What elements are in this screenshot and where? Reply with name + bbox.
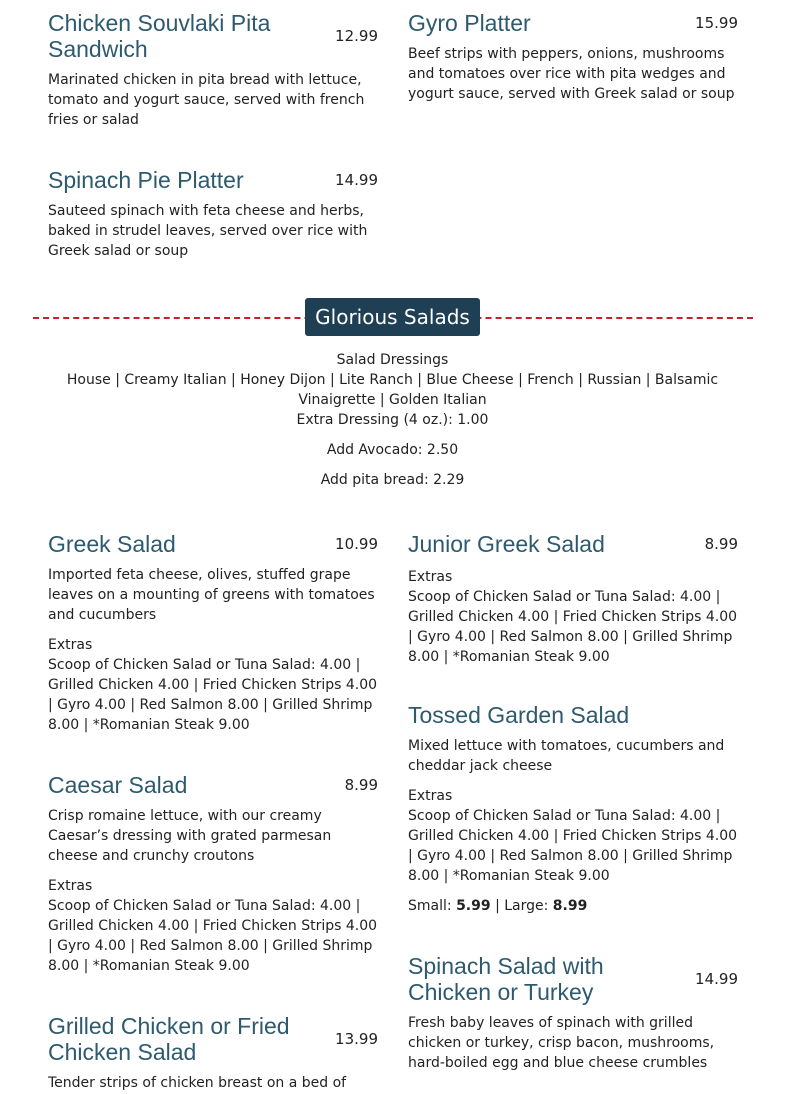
extras-label: Extras xyxy=(408,788,453,804)
extras-text: Scoop of Chicken Salad or Tuna Salad: 4.00 | Grilled Chicken 4.00 | Fried Chicken Strips 4.00 | Gyro 4.00 | Red Salmon 8.00 | Grilled Shrimp 8.00 | *Romanian Steak 9.00 xyxy=(408,808,738,884)
extras-text: Scoop of Chicken Salad or Tuna Salad: 4.00 | Grilled Chicken 4.00 | Fried Chicken Strips 4.00 | Gyro 4.00 | Red Salmon 8.00 | Grilled Shrimp 8.00 | *Romanian Steak 9.00 xyxy=(408,589,738,665)
extras-label: Extras xyxy=(48,878,93,894)
item-name: Spinach Salad with Chicken or Turkey xyxy=(408,953,604,1005)
item-price: 14.99 xyxy=(695,970,738,988)
item-extras xyxy=(48,876,378,976)
extra-dressing: Extra Dressing (4 oz.): 1.00 xyxy=(296,412,489,428)
item-name: Gyro Platter xyxy=(408,10,531,36)
item-name: Junior Greek Salad xyxy=(408,531,605,557)
item-extras xyxy=(408,786,738,886)
add-avocado: Add Avocado: 2.50 xyxy=(326,442,459,458)
item-description: Beef strips with peppers, onions, mushrooms and tomatoes over rice with pita wedges and yogurt sauce, served with Greek salad or soup xyxy=(408,46,735,102)
add-pita: Add pita bread: 2.29 xyxy=(320,472,465,488)
dressings-heading: Salad Dressings xyxy=(336,352,449,368)
item-description: Sauteed spinach with feta cheese and herbs, baked in strudel leaves, served over rice with Greek salad or soup xyxy=(48,203,368,259)
extras-label: Extras xyxy=(48,637,93,653)
item-description: Mixed lettuce with tomatoes, cucumbers and cheddar jack cheese xyxy=(408,738,725,774)
large-price: 8.99 xyxy=(552,898,588,914)
menu-item-chicken-souvlaki xyxy=(48,10,378,130)
menu-item-gyro-platter xyxy=(408,10,738,104)
item-name: Caesar Salad xyxy=(48,772,188,798)
item-name: Tossed Garden Salad xyxy=(408,702,630,728)
extras-text: Scoop of Chicken Salad or Tuna Salad: 4.00 | Grilled Chicken 4.00 | Fried Chicken Strips 4.00 | Gyro 4.00 | Red Salmon 8.00 | Grilled Shrimp 8.00 | *Romanian Steak 9.00 xyxy=(48,898,378,974)
item-description: Imported feta cheese, olives, stuffed grape leaves on a mounting of greens with tomatoes and cucumbers xyxy=(48,567,375,623)
dressings-list: House | Creamy Italian | Honey Dijon | Lite Ranch | Blue Cheese | French | Russian | Balsamic Vinaigrette | Golden Italian xyxy=(66,372,719,408)
item-name: Greek Salad xyxy=(48,531,176,557)
item-price: 14.99 xyxy=(335,171,378,189)
menu-item-greek-salad xyxy=(48,531,378,735)
item-price: 15.99 xyxy=(695,14,738,32)
section-divider xyxy=(33,298,753,336)
item-description: Marinated chicken in pita bread with lettuce, tomato and yogurt sauce, served with french fries or salad xyxy=(48,72,365,128)
item-price: 8.99 xyxy=(344,776,378,794)
item-price: 8.99 xyxy=(704,535,738,553)
section-title: Glorious Salads xyxy=(305,298,480,336)
item-name: Grilled Chicken or Fried Chicken Salad xyxy=(48,1013,290,1065)
item-extras xyxy=(48,635,378,735)
menu-item-spinach-salad xyxy=(408,953,738,1073)
salad-dressings xyxy=(40,350,745,490)
item-name: Spinach Pie Platter xyxy=(48,167,244,193)
item-extras xyxy=(408,567,738,667)
item-description: Tender strips of chicken breast on a bed of xyxy=(48,1075,347,1091)
item-price: 13.99 xyxy=(335,1030,378,1048)
menu-item-tossed-garden-salad xyxy=(408,702,738,916)
extras-text: Scoop of Chicken Salad or Tuna Salad: 4.00 | Grilled Chicken 4.00 | Fried Chicken Strips 4.00 | Gyro 4.00 | Red Salmon 8.00 | Grilled Shrimp 8.00 | *Romanian Steak 9.00 xyxy=(48,657,378,733)
menu-item-junior-greek-salad xyxy=(408,531,738,667)
size-prices xyxy=(408,896,738,916)
item-price: 10.99 xyxy=(335,535,378,553)
extras-label: Extras xyxy=(408,569,453,585)
item-name: Chicken Souvlaki Pita Sandwich xyxy=(48,10,271,62)
small-label: Small: xyxy=(408,898,452,914)
menu-item-grilled-chicken-salad xyxy=(48,1013,378,1093)
menu-item-spinach-pie xyxy=(48,167,378,261)
menu-item-caesar-salad xyxy=(48,772,378,976)
small-price: 5.99 xyxy=(456,898,491,914)
item-description: Fresh baby leaves of spinach with grilled chicken or turkey, crisp bacon, mushrooms, hard-boiled egg and blue cheese crumbles xyxy=(408,1015,715,1071)
item-price: 12.99 xyxy=(335,27,378,45)
item-description: Crisp romaine lettuce, with our creamy Caesar’s dressing with grated parmesan cheese and crunchy croutons xyxy=(48,808,332,864)
large-label: | Large: xyxy=(495,898,549,914)
